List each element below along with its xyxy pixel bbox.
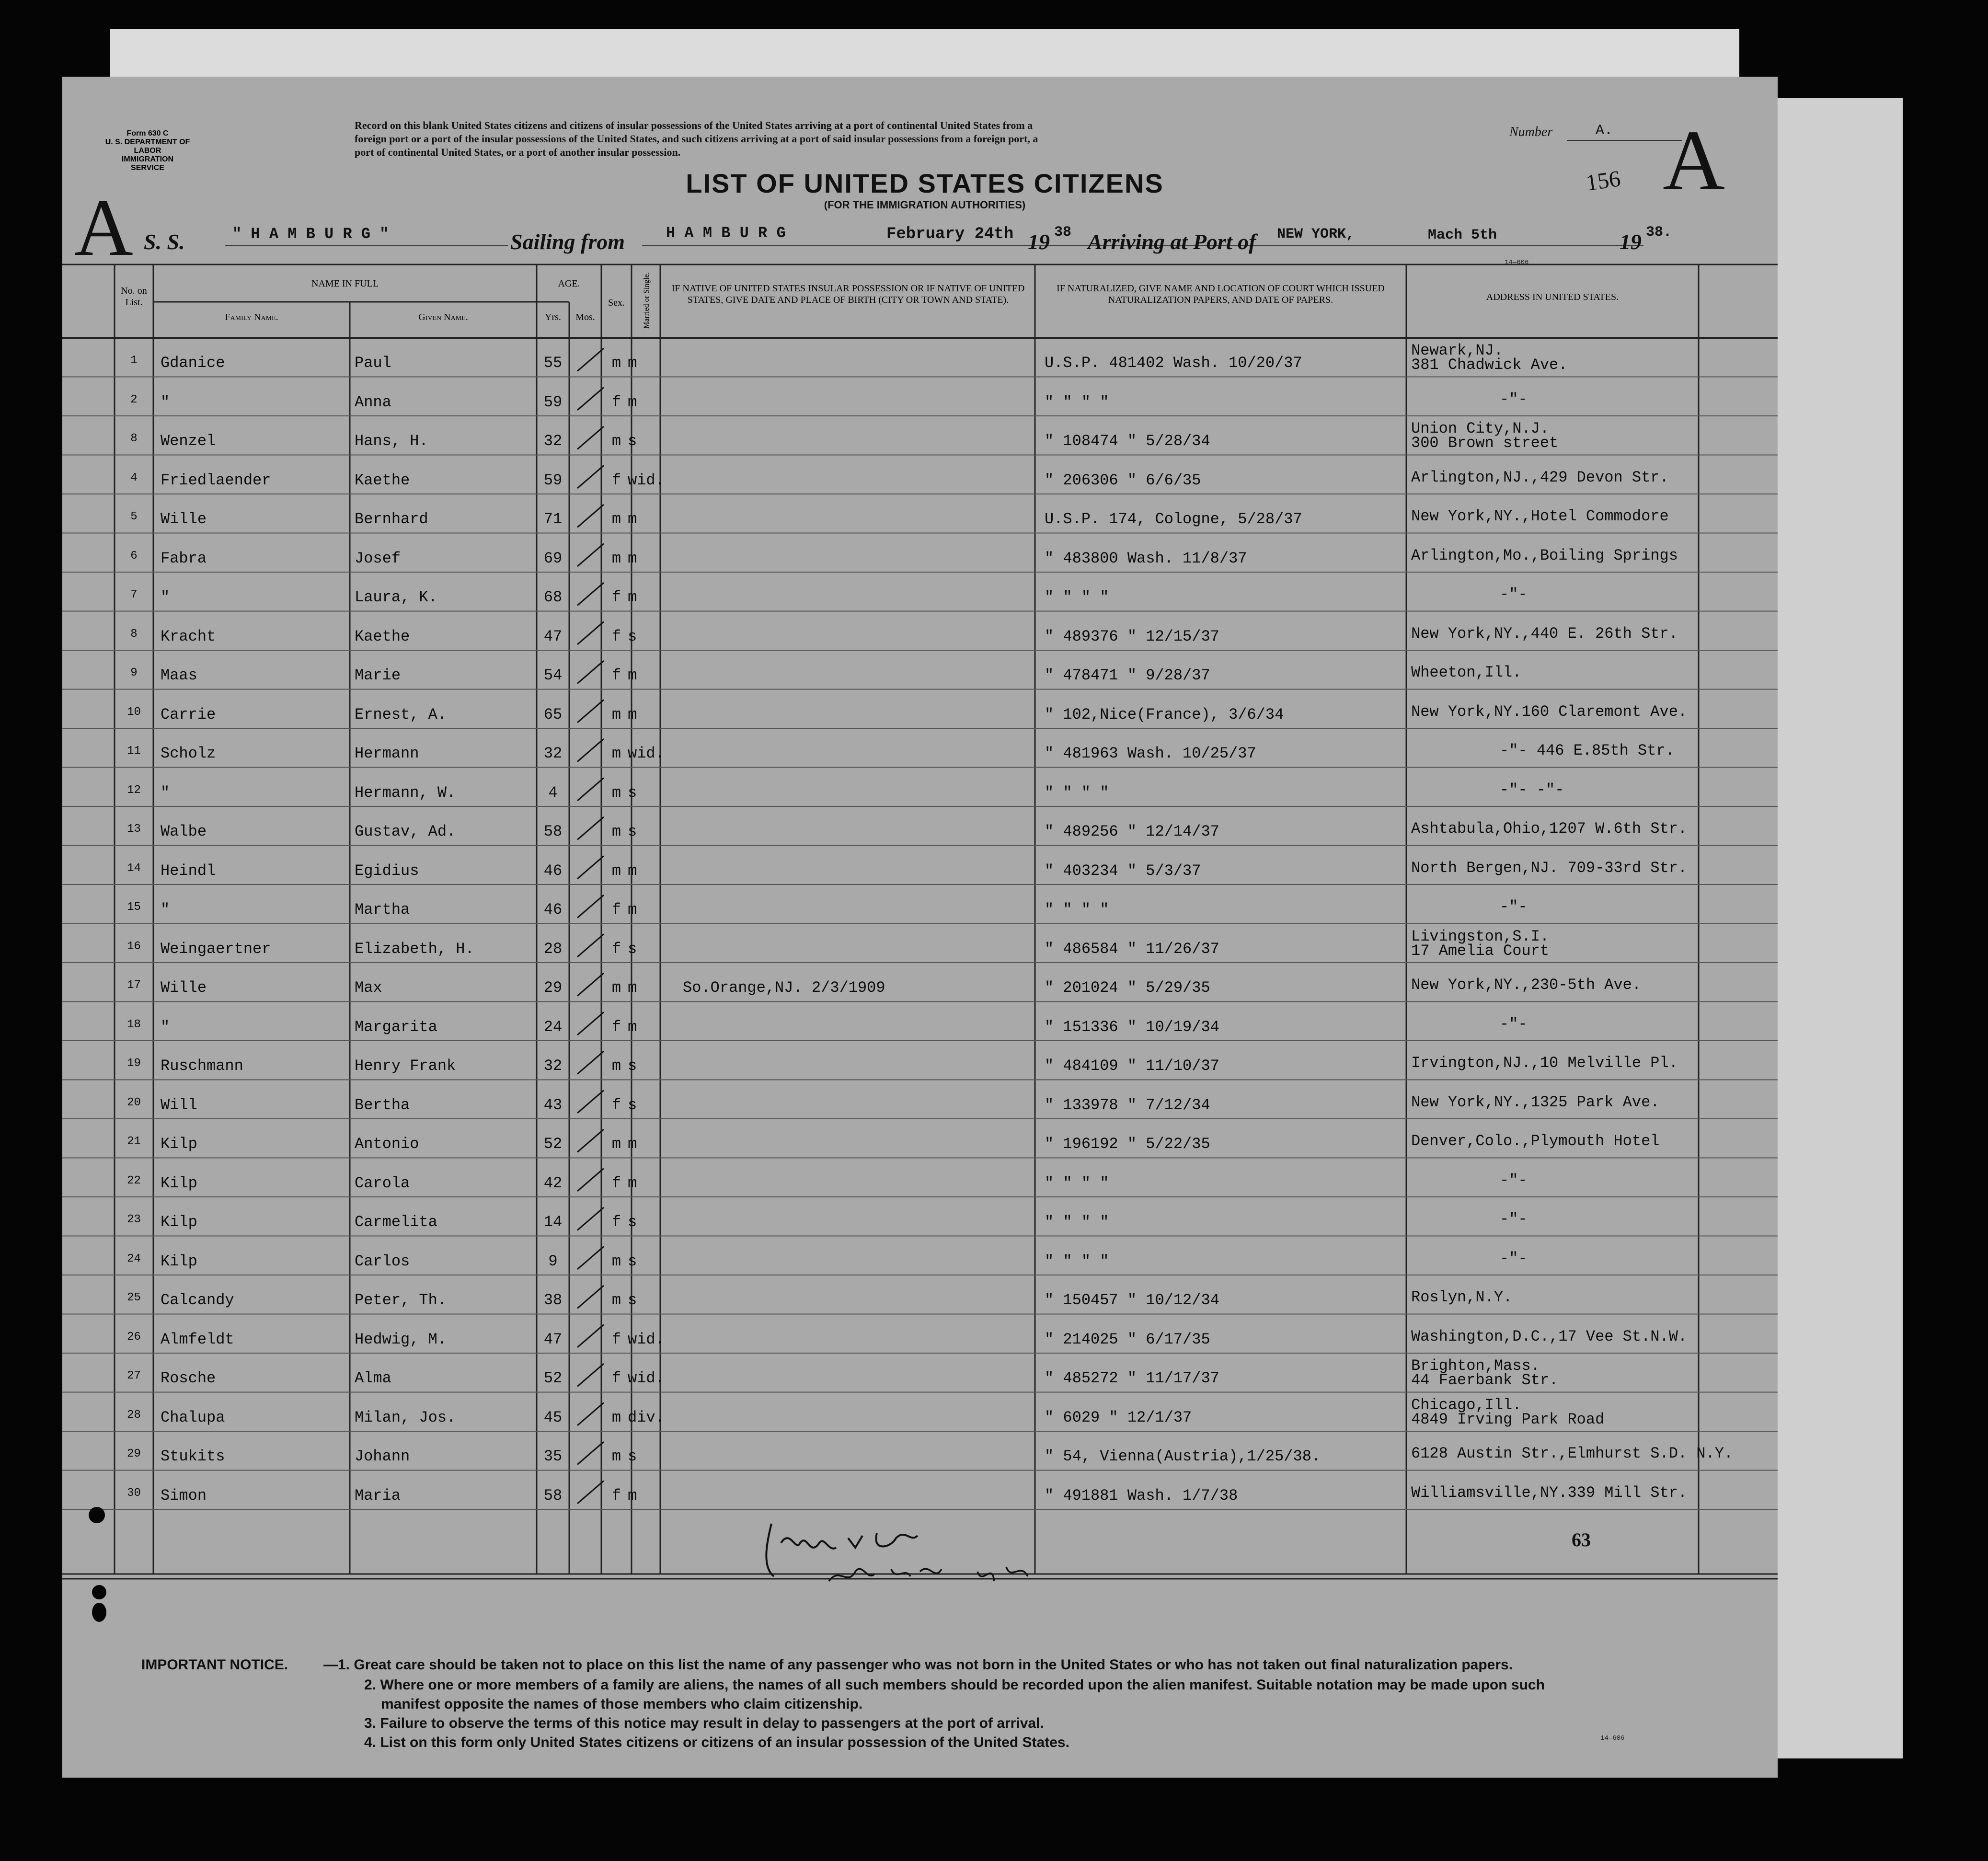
- cell-family: Heindl: [161, 862, 216, 880]
- cell-address-line-2: Wheeton,Ill.: [1411, 664, 1522, 681]
- cell-given: Max: [355, 979, 382, 997]
- cell-address-line-2: -"-: [1500, 1249, 1528, 1267]
- cell-address-line-2: -"-: [1500, 898, 1528, 916]
- form-service: IMMIGRATION SERVICE: [121, 155, 174, 172]
- cell-sex: m: [611, 1291, 621, 1309]
- cell-status: m: [628, 1135, 637, 1153]
- cell-given: Elizabeth, H.: [355, 940, 474, 958]
- cell-given: Paul: [355, 354, 391, 372]
- cell-sex: f: [611, 1174, 621, 1192]
- cell-age: 47: [543, 627, 563, 645]
- cell-status: s: [628, 1213, 637, 1231]
- cell-address-line-2: 17 Amelia Court: [1411, 942, 1550, 960]
- cell-no: 13: [127, 823, 141, 836]
- cell-family: Kilp: [161, 1135, 197, 1153]
- cell-address-line-2: -"-: [1500, 390, 1528, 408]
- sailing-port: H A M B U R G: [666, 224, 786, 242]
- header-family-name: Family Name.: [225, 312, 278, 322]
- cell-status: m: [628, 1174, 637, 1192]
- cell-no: 22: [127, 1174, 141, 1187]
- cell-age: 46: [543, 862, 563, 880]
- cell-nat: " 6029 " 12/1/37: [1045, 1408, 1192, 1426]
- cell-family: ": [161, 1018, 170, 1036]
- cell-nat: " " " ": [1045, 393, 1109, 411]
- header-mos: Mos.: [575, 312, 595, 322]
- header-age: AGE.: [558, 278, 580, 289]
- sailing-year: 38: [1054, 224, 1072, 241]
- cell-address-line-1: Livingston,S.I.: [1411, 927, 1550, 945]
- header-yrs: Yrs.: [545, 312, 561, 322]
- cell-sex: m: [611, 432, 621, 450]
- cell-age: 58: [543, 823, 563, 840]
- cell-age: 35: [543, 1447, 563, 1465]
- cell-no: 24: [127, 1252, 141, 1265]
- arriving-label: Arriving at Port of: [1088, 230, 1256, 254]
- cell-address-line-2: -"-: [1500, 1015, 1528, 1033]
- cell-family: Carrie: [161, 705, 216, 724]
- arriving-year-prefix: 19: [1620, 230, 1642, 254]
- cell-sex: f: [611, 1096, 621, 1114]
- cell-age: 65: [543, 705, 563, 724]
- cell-sex: m: [611, 1252, 621, 1270]
- cell-no: 21: [127, 1135, 141, 1148]
- cell-sex: m: [611, 862, 621, 880]
- cell-age: 14: [543, 1213, 563, 1231]
- cell-family: Rosche: [161, 1369, 216, 1387]
- cell-no: 8: [130, 432, 138, 445]
- cell-no: 4: [130, 471, 138, 484]
- cell-address-line-2: New York,NY.,1325 Park Ave.: [1411, 1093, 1660, 1111]
- cell-no: 9: [130, 666, 138, 679]
- cell-age: 47: [543, 1330, 563, 1348]
- cell-given: Bertha: [355, 1096, 410, 1114]
- cell-given: Carlos: [355, 1252, 410, 1270]
- cell-given: Josef: [355, 549, 401, 567]
- cell-nat: U.S.P. 481402 Wash. 10/20/37: [1045, 354, 1302, 372]
- header-naturalized: IF NATURALIZED, GIVE NAME AND LOCATION OF COURT WHICH ISSUED NATURALIZATION PAPERS, AND DATE OF PAPERS.: [1057, 283, 1385, 305]
- cell-nat: " 214025 " 6/17/35: [1045, 1330, 1210, 1348]
- punch-hole-3: [89, 1507, 105, 1523]
- cell-address-line-2: -"-: [1500, 1210, 1528, 1228]
- cell-address-line-2: Ashtabula,Ohio,1207 W.6th Str.: [1411, 820, 1688, 838]
- cell-nat: " 481963 Wash. 10/25/37: [1045, 745, 1256, 762]
- cell-nat: " 133978 " 7/12/34: [1045, 1096, 1210, 1114]
- cell-given: Alma: [355, 1369, 391, 1387]
- cell-address-line-2: Arlington,NJ.,429 Devon Str.: [1411, 468, 1669, 486]
- cell-family: Calcandy: [161, 1291, 234, 1309]
- cell-status: wid.: [628, 745, 665, 762]
- cell-family: Ruschmann: [161, 1057, 243, 1075]
- cell-nat: " 491881 Wash. 1/7/38: [1045, 1486, 1238, 1505]
- arriving-year: 38.: [1646, 224, 1672, 241]
- cell-family: Wille: [161, 510, 207, 528]
- cell-sex: f: [611, 666, 621, 684]
- cell-age: 32: [543, 432, 563, 450]
- big-letter-right: A: [1663, 113, 1725, 208]
- cell-age: 71: [543, 510, 563, 528]
- cell-address-line-1: Chicago,Ill.: [1411, 1396, 1522, 1414]
- cell-given: Hermann, W.: [355, 783, 456, 802]
- cell-sex: f: [611, 1486, 621, 1505]
- cell-nat: " 485272 " 11/17/37: [1045, 1369, 1219, 1387]
- big-letter-left: A: [74, 183, 133, 273]
- cell-nat: " 489256 " 12/14/37: [1045, 823, 1219, 840]
- cell-no: 10: [127, 705, 141, 719]
- cell-status: m: [628, 1018, 637, 1036]
- punch-hole-2: [92, 1603, 106, 1622]
- header-given-name: Given Name.: [418, 312, 468, 322]
- cell-given: Johann: [355, 1447, 410, 1465]
- ship-prefix: S. S.: [144, 230, 185, 254]
- cell-sex: m: [611, 549, 621, 567]
- cell-family: Chalupa: [161, 1408, 225, 1426]
- cell-nat: " 108474 " 5/28/34: [1045, 432, 1210, 450]
- arriving-date: Mach 5th: [1428, 227, 1497, 243]
- cell-no: 7: [130, 588, 138, 601]
- cell-no: 2: [130, 393, 138, 406]
- cell-nat: U.S.P. 174, Cologne, 5/28/37: [1045, 510, 1302, 528]
- cell-age: 28: [543, 940, 563, 958]
- cell-sex: m: [611, 979, 621, 997]
- cell-family: Wille: [161, 979, 207, 997]
- manifest-sheet: [62, 77, 1778, 1778]
- cell-age: 32: [543, 1057, 563, 1075]
- cell-nat: " 486584 " 11/26/37: [1045, 940, 1219, 958]
- header-sex: Sex.: [608, 298, 625, 308]
- cell-address-line-2: North Bergen,NJ. 709-33rd Str.: [1411, 859, 1688, 877]
- header-native-birth: IF NATIVE OF UNITED STATES INSULAR POSSESSION OR IF NATIVE OF UNITED STATES, GIVE DATE AND PLACE OF BIRTH (CITY OR TOWN AND STATE).: [671, 283, 1025, 305]
- cell-family: Gdanice: [161, 354, 225, 372]
- cell-given: Hans, H.: [355, 432, 428, 450]
- cell-family: Walbe: [161, 823, 207, 840]
- inspector-signature: [752, 1514, 1059, 1596]
- notice-item-2: 2. Where one or more members of a family are aliens, the names of all such members should be recorded upon the alien manifest. Suitable notation may be made upon such: [364, 1677, 1545, 1693]
- intro-line-2: foreign port or a port of the insular possessions of the United States, and such citizens arriving at a port of said insular possessions from a foreign port, a: [355, 133, 1038, 145]
- cell-address-line-1: Newark,NJ.: [1411, 342, 1504, 359]
- punch-hole: [92, 1585, 106, 1599]
- cell-age: 45: [543, 1408, 563, 1426]
- cell-address-line-2: 4849 Irving Park Road: [1411, 1410, 1605, 1428]
- cell-nat: " 484109 " 11/10/37: [1045, 1057, 1219, 1075]
- cell-address-line-2: 300 Brown street: [1411, 434, 1559, 452]
- cell-sex: m: [611, 783, 621, 802]
- arriving-port: NEW YORK,: [1277, 226, 1355, 242]
- cell-family: Weingaertner: [161, 940, 271, 958]
- cell-status: s: [628, 823, 637, 840]
- cell-status: wid.: [628, 1330, 665, 1348]
- cell-sex: m: [611, 1135, 621, 1153]
- cell-address-line-2: Irvington,NJ.,10 Melville Pl.: [1411, 1054, 1678, 1072]
- number-label: Number: [1509, 125, 1553, 139]
- cell-nat: " 403234 " 5/3/37: [1045, 862, 1201, 880]
- cell-address-line-2: -"- 446 E.85th Str.: [1500, 742, 1675, 759]
- cell-nat: " 489376 " 12/15/37: [1045, 627, 1219, 645]
- cell-status: s: [628, 1096, 637, 1114]
- cell-no: 26: [127, 1330, 141, 1344]
- cell-nat: " 150457 " 10/12/34: [1045, 1291, 1219, 1309]
- cell-family: Will: [161, 1096, 197, 1114]
- cell-status: m: [628, 393, 637, 411]
- intro-line-1: Record on this blank United States citizens and citizens of insular possessions of the United States arriving at a port of continental United States from a: [355, 119, 1033, 131]
- cell-nat: " 196192 " 5/22/35: [1045, 1135, 1210, 1153]
- cell-nat: " " " ": [1045, 1213, 1109, 1231]
- cell-no: 19: [127, 1057, 141, 1070]
- cell-sex: m: [611, 745, 621, 762]
- sailing-label: Sailing from: [510, 230, 625, 254]
- cell-no: 18: [127, 1018, 141, 1031]
- sailing-date: February 24th: [886, 225, 1014, 243]
- cell-given: Milan, Jos.: [355, 1408, 456, 1426]
- stamp-number: 156: [1584, 166, 1622, 196]
- cell-no: 16: [127, 940, 141, 953]
- cell-age: 38: [543, 1291, 563, 1309]
- cell-status: m: [628, 666, 637, 684]
- cell-family: Stukits: [161, 1447, 225, 1465]
- cell-status: m: [628, 549, 637, 567]
- cell-sex: m: [611, 1057, 621, 1075]
- cell-given: Kaethe: [355, 471, 410, 489]
- cell-nat: " 483800 Wash. 11/8/37: [1045, 549, 1247, 567]
- cell-no: 17: [127, 979, 141, 992]
- cell-birth: So.Orange,NJ. 2/3/1909: [683, 979, 885, 997]
- cell-nat: " 478471 " 9/28/37: [1045, 666, 1210, 684]
- cell-no: 28: [127, 1408, 141, 1422]
- cell-status: s: [628, 940, 637, 958]
- cell-nat: " 102,Nice(France), 3/6/34: [1045, 705, 1284, 724]
- cell-sex: f: [611, 1018, 621, 1036]
- cell-status: s: [628, 627, 637, 645]
- cell-sex: m: [611, 510, 621, 528]
- cell-given: Peter, Th.: [355, 1291, 447, 1309]
- cell-age: 52: [543, 1369, 563, 1387]
- printer-note: 14—606: [1505, 259, 1529, 266]
- header-married-single: Married or Single.: [643, 272, 651, 329]
- cell-age: 9: [548, 1252, 558, 1270]
- cell-address-line-2: Denver,Colo.,Plymouth Hotel: [1411, 1132, 1660, 1150]
- cell-sex: f: [611, 393, 621, 411]
- cell-address-line-2: Roslyn,N.Y.: [1411, 1288, 1513, 1306]
- cell-given: Carmelita: [355, 1213, 437, 1231]
- cell-sex: f: [611, 471, 621, 489]
- cell-family: ": [161, 393, 170, 411]
- cell-family: Scholz: [161, 745, 216, 762]
- header-no: No. on List.: [121, 286, 147, 308]
- cell-family: Kilp: [161, 1174, 197, 1192]
- cell-given: Maria: [355, 1486, 401, 1505]
- cell-status: m: [628, 862, 637, 880]
- notice-item-2-cont: manifest opposite the names of those members who claim citizenship.: [381, 1696, 863, 1712]
- cell-status: m: [628, 354, 637, 372]
- ship-name: " H A M B U R G ": [232, 225, 389, 243]
- cell-sex: f: [611, 1213, 621, 1231]
- cell-status: s: [628, 432, 637, 450]
- notice-item-3: 3. Failure to observe the terms of this notice may result in delay to passengers at the port of arrival.: [364, 1715, 1044, 1731]
- cell-address-line-2: New York,NY.,440 E. 26th Str.: [1411, 624, 1678, 643]
- cell-address-line-2: -"-: [1500, 1171, 1528, 1189]
- cell-nat: " 206306 " 6/6/35: [1045, 471, 1201, 489]
- cell-nat: " 54, Vienna(Austria),1/25/38.: [1045, 1447, 1321, 1465]
- cell-age: 42: [543, 1174, 563, 1192]
- cell-nat: " " " ": [1045, 783, 1109, 802]
- number-value: A.: [1596, 123, 1613, 139]
- cell-status: div.: [628, 1408, 665, 1426]
- cell-sex: m: [611, 823, 621, 840]
- cell-address-line-2: Williamsville,NY.339 Mill Str.: [1411, 1483, 1688, 1502]
- cell-address-line-2: 44 Faerbank Str.: [1411, 1371, 1559, 1389]
- cell-status: m: [628, 588, 637, 606]
- cell-no: 23: [127, 1213, 141, 1226]
- cell-family: ": [161, 901, 170, 919]
- cell-no: 14: [127, 862, 141, 875]
- cell-address-line-2: 381 Chadwick Ave.: [1411, 356, 1568, 374]
- intro-line-3: port of continental United States, or a port of another insular possession.: [355, 146, 681, 158]
- cell-family: ": [161, 588, 170, 606]
- cell-family: ": [161, 783, 170, 802]
- paper-edge-right: [1775, 98, 1903, 1758]
- cell-no: 20: [127, 1096, 141, 1109]
- cell-given: Anna: [355, 393, 391, 411]
- cell-address-line-2: New York,NY.,230-5th Ave.: [1411, 976, 1642, 994]
- cell-status: s: [628, 783, 637, 802]
- cell-nat: " 201024 " 5/29/35: [1045, 979, 1210, 997]
- cell-address-line-2: New York,NY.160 Claremont Ave.: [1411, 702, 1688, 721]
- cell-family: Wenzel: [161, 432, 216, 450]
- cell-status: m: [628, 901, 637, 919]
- cell-sex: f: [611, 1369, 621, 1387]
- cell-given: Kaethe: [355, 627, 410, 645]
- cell-given: Hermann: [355, 745, 419, 762]
- cell-no: 12: [127, 783, 141, 797]
- cell-status: m: [628, 979, 637, 997]
- cell-age: 29: [543, 979, 563, 997]
- cell-address-line-1: Union City,N.J.: [1411, 420, 1550, 437]
- page-title: LIST OF UNITED STATES CITIZENS: [686, 168, 1164, 198]
- cell-nat: " " " ": [1045, 1174, 1109, 1192]
- cell-sex: f: [611, 627, 621, 645]
- cell-family: Kilp: [161, 1252, 197, 1270]
- cell-status: s: [628, 1252, 637, 1270]
- cell-nat: " " " ": [1045, 588, 1109, 606]
- cell-given: Bernhard: [355, 510, 428, 528]
- cell-age: 58: [543, 1486, 563, 1505]
- cell-address-line-2: -"-: [1500, 586, 1528, 603]
- cell-age: 43: [543, 1096, 563, 1114]
- cell-given: Carola: [355, 1174, 410, 1192]
- cell-age: 68: [543, 588, 563, 606]
- cell-nat: " 151336 " 10/19/34: [1045, 1018, 1219, 1036]
- cell-given: Marie: [355, 666, 401, 684]
- cell-address-line-2: Arlington,Mo.,Boiling Springs: [1411, 546, 1678, 564]
- form-number: Form 630 C: [126, 129, 169, 138]
- cell-no: 30: [127, 1486, 141, 1500]
- page-number: 63: [1572, 1529, 1591, 1551]
- cell-status: s: [628, 1447, 637, 1465]
- cell-nat: " " " ": [1045, 1252, 1109, 1270]
- cell-given: Henry Frank: [355, 1057, 456, 1075]
- cell-age: 46: [543, 901, 563, 919]
- cell-status: m: [628, 705, 637, 724]
- cell-sex: m: [611, 1408, 621, 1426]
- form-department: U. S. DEPARTMENT OF LABOR: [105, 138, 190, 155]
- cell-no: 11: [127, 745, 141, 758]
- cell-status: s: [628, 1057, 637, 1075]
- cell-age: 54: [543, 666, 563, 684]
- page-subtitle: (FOR THE IMMIGRATION AUTHORITIES): [824, 199, 1026, 211]
- cell-age: 59: [543, 471, 563, 489]
- cell-no: 25: [127, 1291, 141, 1304]
- cell-family: Fabra: [161, 549, 207, 567]
- cell-given: Hedwig, M.: [355, 1330, 447, 1348]
- cell-sex: f: [611, 940, 621, 958]
- cell-address-line-2: Washington,D.C.,17 Vee St.N.W.: [1411, 1327, 1688, 1345]
- header-name-in-full: NAME IN FULL: [311, 278, 379, 289]
- cell-given: Laura, K.: [355, 588, 437, 606]
- cell-age: 69: [543, 549, 563, 567]
- cell-address-line-1: Brighton,Mass.: [1411, 1357, 1540, 1375]
- cell-status: wid.: [628, 471, 665, 489]
- cell-age: 4: [548, 783, 558, 802]
- cell-no: 27: [127, 1369, 141, 1382]
- cell-age: 52: [543, 1135, 563, 1153]
- cell-status: m: [628, 1486, 637, 1505]
- cell-no: 8: [130, 627, 138, 641]
- cell-given: Antonio: [355, 1135, 419, 1153]
- cell-sex: m: [611, 1447, 621, 1465]
- cell-given: Margarita: [355, 1018, 437, 1036]
- notice-label: IMPORTANT NOTICE.: [141, 1657, 288, 1673]
- cell-sex: f: [611, 901, 621, 919]
- cell-given: Gustav, Ad.: [355, 823, 456, 840]
- footer-code: 14—606: [1600, 1735, 1625, 1742]
- cell-no: 1: [130, 354, 138, 367]
- header-address: ADDRESS IN UNITED STATES.: [1486, 292, 1619, 302]
- cell-status: m: [628, 510, 637, 528]
- cell-sex: f: [611, 588, 621, 606]
- cell-age: 59: [543, 393, 563, 411]
- cell-no: 29: [127, 1447, 141, 1460]
- cell-age: 55: [543, 354, 563, 372]
- cell-family: Simon: [161, 1486, 207, 1505]
- cell-given: Ernest, A.: [355, 705, 447, 724]
- cell-address-line-2: 6128 Austin Str.,Elmhurst S.D. N.Y.: [1411, 1445, 1734, 1462]
- notice-item-1: —1. Great care should be taken not to place on this list the name of any passenger who was not born in the United States or who has not taken out final naturalization papers.: [323, 1657, 1513, 1673]
- cell-address-line-2: -"- -"-: [1500, 781, 1564, 799]
- cell-no: 6: [130, 549, 138, 563]
- cell-age: 32: [543, 745, 563, 762]
- cell-sex: m: [611, 354, 621, 372]
- cell-status: s: [628, 1291, 637, 1309]
- cell-no: 5: [130, 510, 138, 523]
- cell-sex: m: [611, 705, 621, 724]
- cell-family: Kilp: [161, 1213, 197, 1231]
- cell-status: wid.: [628, 1369, 665, 1387]
- cell-nat: " " " ": [1045, 901, 1109, 919]
- cell-family: Friedlaender: [161, 471, 271, 489]
- cell-family: Maas: [161, 666, 197, 684]
- cell-age: 24: [543, 1018, 563, 1036]
- sailing-year-prefix: 19: [1028, 230, 1050, 254]
- cell-address-line-2: New York,NY.,Hotel Commodore: [1411, 507, 1669, 525]
- cell-family: Almfeldt: [161, 1330, 234, 1348]
- notice-item-4: 4. List on this form only United States citizens or citizens of an insular possession of the United States.: [364, 1735, 1069, 1750]
- cell-family: Kracht: [161, 627, 216, 645]
- cell-sex: f: [611, 1330, 621, 1348]
- cell-given: Martha: [355, 901, 410, 919]
- cell-no: 15: [127, 901, 141, 914]
- cell-given: Egidius: [355, 862, 419, 880]
